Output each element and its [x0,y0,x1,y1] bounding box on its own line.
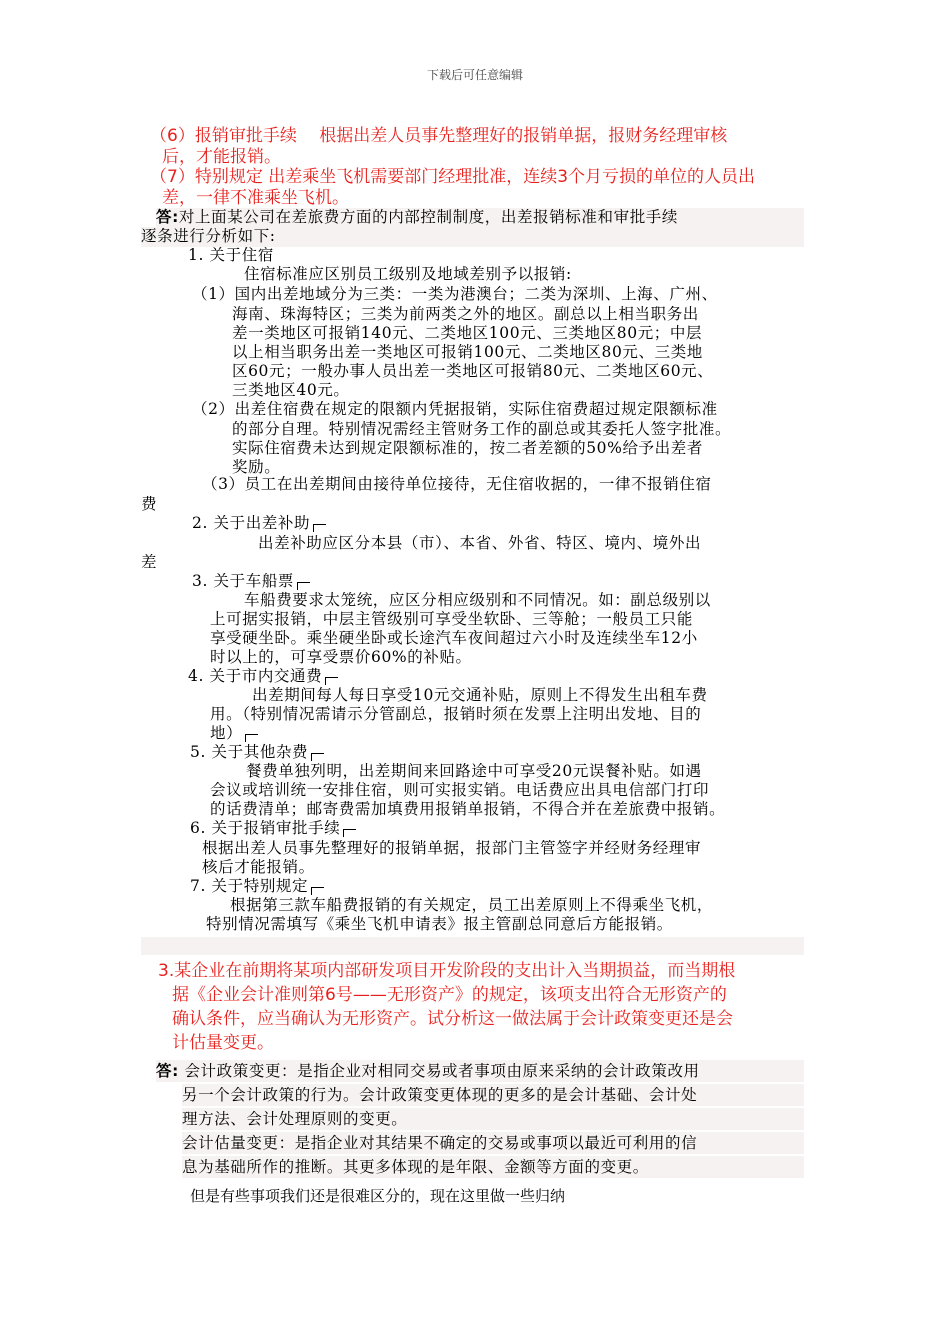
section5-title [190,743,324,763]
answer3-line: 会计估量变更：是指企业对其结果不确定的交易或事项以最近可利用的信 [182,1132,804,1154]
page-header: 下载后可任意编辑 [426,68,523,82]
section3-line: 享受硬坐卧。乘坐硬坐卧或长途汽车夜间超过六小时及连续坐车12小 [210,629,698,647]
section4-line [210,724,258,744]
question3-line: 确认条件，应当确认为无形资产。试分析这一做法属于会计政策变更还是会 [172,1009,733,1029]
edit-mark-icon [311,753,324,761]
answer3-line: 息为基础所作的推断。其更多体现的是年限、金额等方面的变更。 [182,1156,804,1178]
section1-p1-line: （1）国内出差地域分为三类：一类为港澳台；二类为深圳、上海、广州、 [192,285,718,303]
section6-line: 核后才能报销。 [202,858,315,876]
answer-label: 答: [156,208,179,226]
section1-p3-line: （3）员工在出差期间由接待单位接待，无住宿收据的，一律不报销住宿 [202,475,712,493]
section5-line: 会议或培训统一安排住宿，则可实报实销。电话费应出具电信部门打印 [210,781,710,799]
answer3-line1 [156,1060,804,1082]
section3-line: 上可据实报销，中层主管级别可享受坐软卧、三等舱；一般员工只能 [210,610,694,628]
section1-p1-line: 差一类地区可报销140元、二类地区100元、三类地区80元；中层 [232,324,703,342]
edit-mark-icon [245,734,258,742]
section1-p1-line: 以上相当职务出差一类地区可报销100元、二类地区80元、三类地 [232,343,703,361]
answer1-intro-text: 对上面某公司在差旅费方面的内部控制制度，出差报销标准和审批手续 [178,208,679,226]
section2-tail: 差 [141,553,158,571]
answer3-closing: 但是有些事项我们还是很难区分的，现在这里做一些归纳 [190,1187,566,1205]
section6-title-text: 6. 关于报销审批手续 [190,819,341,837]
section4-title [188,667,338,687]
section4-title-text: 4. 关于市内交通费 [188,667,323,685]
edit-mark-icon [343,829,356,837]
section7-title [190,877,324,897]
item-7-line2: 差，一律不准乘坐飞机。 [162,188,349,208]
section1-p2-line: （2）出差住宿费在规定的限额内凭据报销，实际住宿费超过规定限额标准 [192,400,718,418]
section6-title [190,819,356,839]
section5-line: 的话费清单；邮寄费需加填费用报销单报销，不得合并在差旅费中报销。 [210,800,726,818]
edit-mark-icon [297,582,310,590]
section2-title-text: 2. 关于出差补助 [192,514,311,532]
edit-mark-icon [313,524,326,532]
item-6-line2: 后，才能报销。 [162,147,281,167]
section1-title: 1. 关于住宿 [188,246,274,264]
answer3-line: 另一个会计政策的行为。会计政策变更体现的更多的是会计基础、会计处 [182,1084,804,1106]
section1-p2-line: 实际住宿费未达到规定限额标准的，按二者差额的50%给予出差者 [232,439,703,457]
section6-line: 根据出差人员事先整理好的报销单据，报部门主管签字并经财务经理审 [202,839,702,857]
question3-line: 据《企业会计准则第6号——无形资产》的规定，该项支出符合无形资产的 [172,985,727,1005]
edit-mark-icon [311,887,324,895]
section1-p1-line: 海南、珠海特区；三类为前两类之外的地区。副总以上相当职务出 [232,305,699,323]
section4-line-text: 地） [210,724,243,742]
section7-title-text: 7. 关于特别规定 [190,877,309,895]
section1-p1-line: 区60元；一般办事人员出差一类地区可报销80元、二类地区60元、 [232,362,714,380]
question3-line: 3.某企业在前期将某项内部研发项目开发阶段的支出计入当期损益，而当期根 [158,961,736,981]
section3-line: 车船费要求太笼统，应区分相应级别和不同情况。如：副总级别以 [244,591,711,609]
section1-p2-line: 的部分自理。特别情况需经主管财务工作的副总或其委托人签字批准。 [232,420,732,438]
section5-title-text: 5. 关于其他杂费 [190,743,309,761]
answer1-intro-line1 [156,208,804,228]
section2-text: 出差补助应区分本县（市）、本省、外省、特区、境内、境外出 [258,534,702,552]
answer1-intro-line2: 逐条进行分析如下: [141,227,804,247]
section2-title [192,514,326,534]
section3-title [192,572,310,592]
section4-line: 用。（特别情况需请示分管副总，报销时须在发票上注明出发地、目的 [210,705,702,723]
section1-p1-line: 三类地区40元。 [232,381,350,399]
section7-line: 特别情况需填写《乘坐飞机申请表》报主管副总同意后方能报销。 [206,915,673,933]
answer3-label: 答: [156,1062,179,1080]
section3-title-text: 3. 关于车船票 [192,572,295,590]
question3-line: 计估量变更。 [172,1033,274,1053]
section5-line: 餐费单独列明，出差期间来回路途中可享受20元误餐补贴。如遇 [246,762,702,780]
edit-mark-icon [325,677,338,685]
section3-line: 时以上的，可享受票价60%的补贴。 [210,648,472,666]
section7-line: 根据第三款车船费报销的有关规定，员工出差原则上不得乘坐飞机， [230,896,714,914]
item-6-line1: （6）报销审批手续 根据出差人员事先整理好的报销单据，报财务经理审核 [150,126,728,146]
item-7-line1: （7）特别规定 出差乘坐飞机需要部门经理批准，连续3个月亏损的单位的人员出 [150,167,756,187]
answer3-line: 理方法、会计处理原则的变更。 [182,1108,804,1130]
section4-line: 出差期间每人每日享受10元交通补贴，原则上不得发生出租车费 [252,686,708,704]
section1-subtitle: 住宿标准应区别员工级别及地域差别予以报销: [244,265,572,283]
answer3-text: 会计政策变更：是指企业对相同交易或者事项由原来采纳的会计政策改用 [184,1062,700,1080]
section1-p2-line: 奖励。 [232,458,281,476]
shaded-spacer [141,937,804,955]
section1-p3-tail: 费 [141,495,158,513]
